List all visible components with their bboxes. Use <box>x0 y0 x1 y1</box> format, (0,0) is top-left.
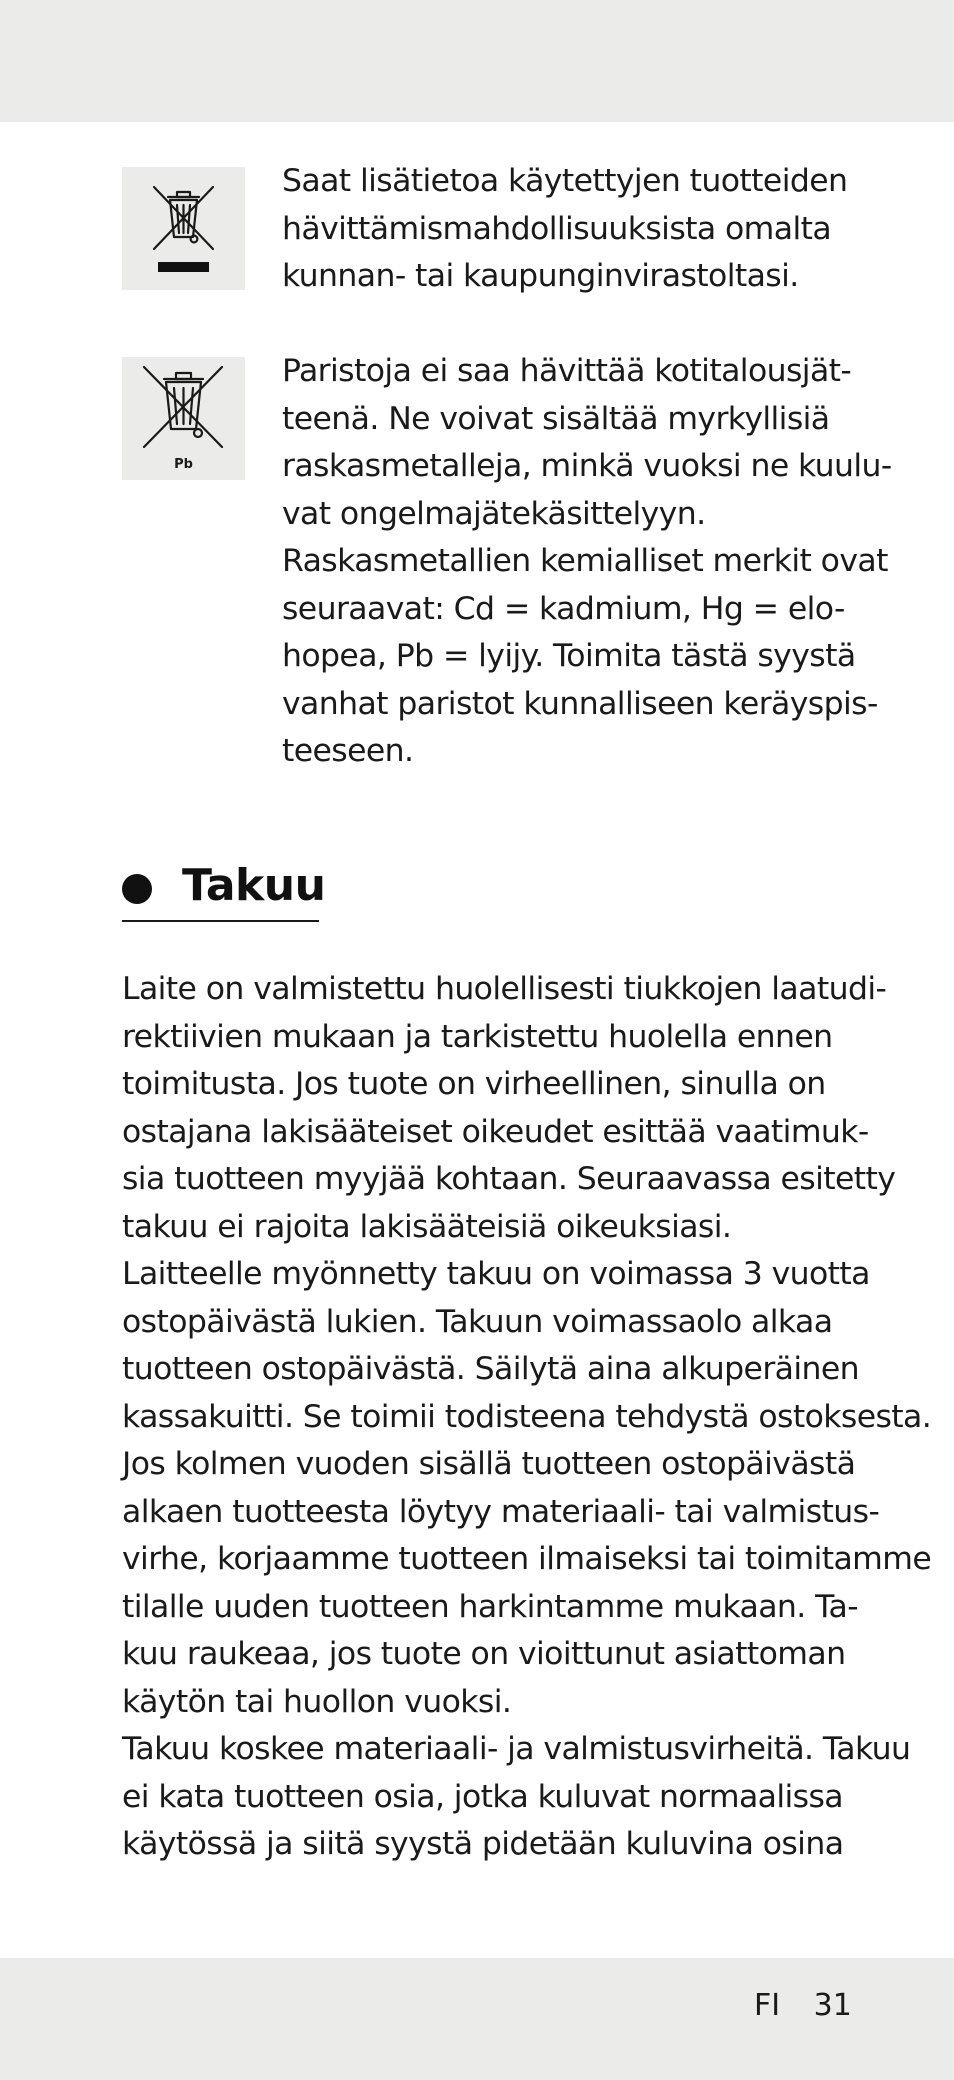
section-title: Takuu <box>182 860 326 911</box>
disposal-info-text: Saat lisätietoa käytettyjen tuotteiden hävittämismahdollisuuksista omalta kunnan- tai kaupunginvirastoltasi. <box>282 163 848 294</box>
page-number: 31 <box>813 1988 852 2023</box>
warranty-body-text: Laite on valmistettu huolellisesti tiukkojen laatudi- rektiivien mukaan ja tarkistettu huolella ennen toimitusta. Jos tuote on virheellinen, sinulla on ostajana lakisääteiset oikeudet esittää vaatimuk- sia tuotteen myyjää kohtaan. Seuraavassa esitetty takuu ei rajoita lakisääteisiä oikeuksiasi. Laitteelle myönnetty takuu on voimassa 3 vuotta ostopäivästä lukien. Takuun voimassaolo alkaa tuotteen ostopäivästä. Säilytä aina alkuperäinen kassakuitti. Se toimii todisteena tehdystä ostoksesta. Jos kolmen vuoden sisällä tuotteen ostopäivästä alkaen tuotteesta löytyy materiaali- tai valmistus- virhe, korjaamme tuotteen ilmaiseksi tai toimitamme tilalle uuden tuotteen harkintamme mukaan. Ta- kuu raukeaa, jos tuote on vioittunut asiattoman käytön tai huollon vuoksi. Takuu koskee materiaali- ja valmistusvirheitä. Takuu ei kata tuotteen osia, jotka kuluvat normaalissa käytössä ja siitä syystä pidetään kuluvina osina <box>122 971 932 1862</box>
page-footer <box>754 1986 852 2026</box>
crossed-bin-icon <box>122 167 245 290</box>
language-code: FI <box>754 1988 781 2023</box>
pb-label: Pb <box>174 457 193 472</box>
top-band <box>0 0 954 122</box>
crossed-bin-pb-icon <box>122 357 245 480</box>
bullet-icon <box>122 874 152 904</box>
section-heading <box>122 858 326 922</box>
battery-disposal-text: Paristoja ei saa hävittää kotitalousjät- teenä. Ne voivat sisältää myrkyllisiä raskasmetalleja, minkä vuoksi ne kuulu- vat ongelmajätekäsittelyyn. Raskasmetallien kemialliset merkit ovat seuraavat: Cd = kadmium, Hg = elo- hopea, Pb = lyijy. Toimita tästä syystä vanhat paristot kunnalliseen keräyspis- teeseen. <box>282 353 892 769</box>
